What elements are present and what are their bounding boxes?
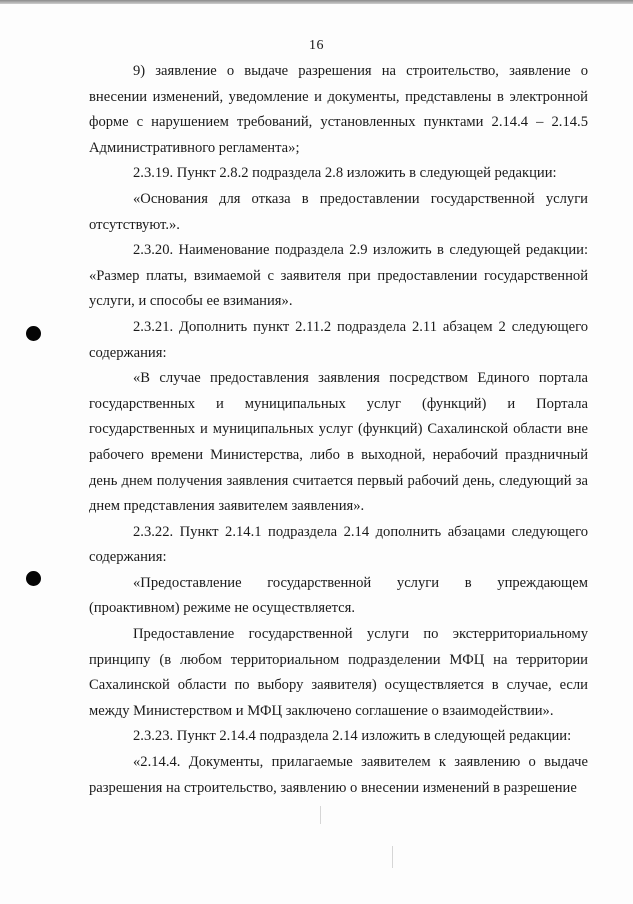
- page-number: 16: [309, 38, 324, 53]
- paragraph: «Предоставление государственной услуги в упреждающем (проактивном) режиме не осуществляется.: [89, 574, 588, 617]
- paragraph: 9) заявление о выдаче разрешения на строительство, заявление о внесении изменений, уведомление и документы, представлены в электронной форме с нарушением требований, установленных пунктами 2.14.4 – 2.14.5 Административного регламента»;: [89, 63, 588, 156]
- document-body: [89, 59, 588, 801]
- paragraph: 2.3.19. Пункт 2.8.2 подраздела 2.8 изложить в следующей редакции:: [133, 165, 557, 182]
- scan-top-edge: [0, 0, 633, 4]
- paragraph: Предоставление государственной услуги по экстерриториальному принципу (в любом территориальном подразделении МФЦ на территории Сахалинской области по выбору заявителя) осуществляется в случае, если между Министерством и МФЦ заключено соглашение о взаимодействии».: [89, 626, 588, 719]
- paragraph: 2.3.22. Пункт 2.14.1 подраздела 2.14 дополнить абзацами следующего содержания:: [89, 523, 588, 566]
- paragraph: «В случае предоставления заявления посредством Единого портала государственных и муниципальных услуг (функций) и Портала государственных и муниципальных услуг (функций) Сахалинской области вне рабочего времени Министерства, либо в выходной, нерабочий праздничный день днем получения заявления считается первый рабочий день, следующий за днем представления заявителем заявления».: [89, 370, 588, 515]
- scan-mark: [320, 806, 321, 824]
- paragraph: 2.3.20. Наименование подраздела 2.9 изложить в следующей редакции: «Размер платы, взимаемой с заявителя при предоставлении государственной услуги, и способы ее взимания».: [89, 242, 588, 310]
- paragraph: 2.3.21. Дополнить пункт 2.11.2 подраздела 2.11 абзацем 2 следующего содержания:: [89, 318, 588, 361]
- punch-hole-bottom: [26, 571, 41, 586]
- paragraph: «Основания для отказа в предоставлении государственной услуги отсутствуют.».: [89, 190, 588, 233]
- scan-mark: [392, 846, 393, 868]
- punch-hole-top: [26, 326, 41, 341]
- paragraph: «2.14.4. Документы, прилагаемые заявителем к заявлению о выдаче разрешения на строительство, заявлению о внесении изменений в разрешение: [89, 754, 588, 796]
- paragraph: 2.3.23. Пункт 2.14.4 подраздела 2.14 изложить в следующей редакции:: [133, 728, 572, 745]
